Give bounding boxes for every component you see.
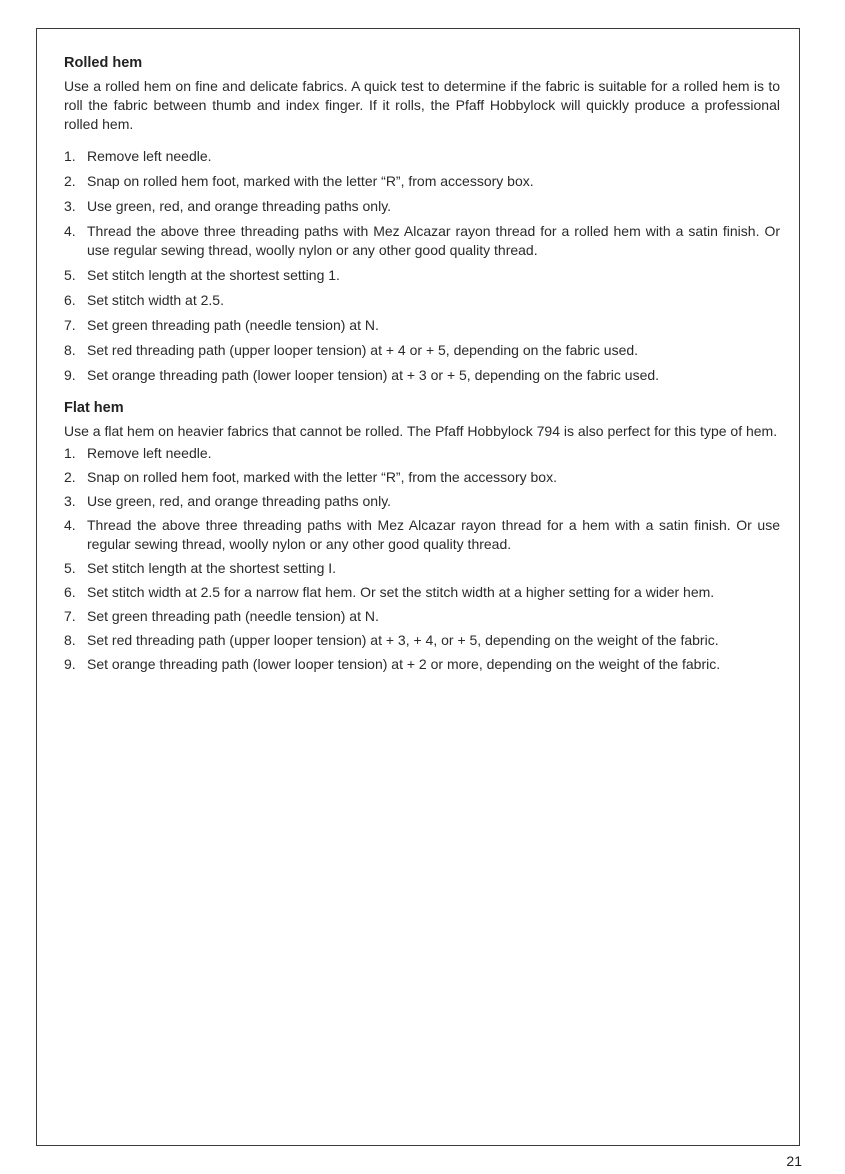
list-item: [64, 316, 780, 335]
steps-list: [64, 147, 780, 385]
list-item: [64, 516, 780, 554]
section-intro: Use a flat hem on heavier fabrics that cannot be rolled. The Pfaff Hobbylock 794 is also perfect for this type of hem.: [64, 423, 778, 439]
list-item: [64, 559, 780, 578]
list-item: [64, 291, 780, 310]
section-heading: Rolled hem: [64, 55, 143, 71]
steps-list: [64, 444, 780, 674]
list-item: [64, 583, 780, 602]
step-text: Set red threading path (upper looper tension) at + 3, + 4, or + 5, depending on the weight of the fabric.: [87, 632, 719, 648]
page-number: 21: [786, 1153, 802, 1169]
step-number: 7.: [64, 608, 76, 624]
step-text: Remove left needle.: [87, 148, 212, 164]
step-number: 5.: [64, 267, 76, 283]
list-item: [64, 655, 780, 674]
step-number: 3.: [64, 493, 76, 509]
step-number: 8.: [64, 632, 76, 648]
step-text: Set green threading path (needle tension) at N.: [87, 608, 379, 624]
list-item: [64, 172, 780, 191]
list-item: [64, 222, 780, 260]
step-text: Use green, red, and orange threading paths only.: [87, 493, 392, 509]
step-number: 9.: [64, 367, 76, 383]
step-text: Set red threading path (upper looper tension) at + 4 or + 5, depending on the fabric used.: [87, 342, 639, 358]
step-number: 3.: [64, 198, 76, 214]
section-heading: Flat hem: [64, 400, 124, 416]
step-text: Set stitch width at 2.5.: [87, 292, 224, 308]
page-content: [64, 54, 780, 679]
rolled-hem-section: [64, 54, 780, 385]
flat-hem-section: [64, 399, 780, 674]
list-item: [64, 147, 780, 166]
step-number: 1.: [64, 445, 76, 461]
step-number: 4.: [64, 223, 76, 239]
step-number: 2.: [64, 173, 76, 189]
list-item: [64, 266, 780, 285]
list-item: [64, 607, 780, 626]
step-number: 6.: [64, 292, 76, 308]
step-text: Thread the above three threading paths with Mez Alcazar rayon thread for a hem with a satin finish. Or use regular sewing thread, woolly nylon or any other good quality thread.: [87, 517, 780, 552]
section-intro: Use a rolled hem on fine and delicate fabrics. A quick test to determine if the fabric is suitable for a rolled hem is to roll the fabric between thumb and index finger. If it rolls, the Pfaff Hobbylock will quickly produce a professional rolled hem.: [64, 78, 780, 132]
step-number: 9.: [64, 656, 76, 672]
step-number: 2.: [64, 469, 76, 485]
step-text: Use green, red, and orange threading paths only.: [87, 198, 392, 214]
list-item: [64, 341, 780, 360]
step-number: 6.: [64, 584, 76, 600]
step-text: Set green threading path (needle tension) at N.: [87, 317, 379, 333]
step-text: Set stitch length at the shortest setting 1.: [87, 267, 340, 283]
step-text: Snap on rolled hem foot, marked with the letter “R”, from accessory box.: [87, 173, 534, 189]
step-text: Set orange threading path (lower looper tension) at + 3 or + 5, depending on the fabric used.: [87, 367, 660, 383]
step-text: Set stitch length at the shortest setting I.: [87, 560, 337, 576]
list-item: [64, 468, 780, 487]
list-item: [64, 631, 780, 650]
step-number: 7.: [64, 317, 76, 333]
step-number: 4.: [64, 517, 76, 533]
step-text: Set stitch width at 2.5 for a narrow flat hem. Or set the stitch width at a higher setting for a wider hem.: [87, 584, 715, 600]
step-number: 8.: [64, 342, 76, 358]
step-text: Set orange threading path (lower looper tension) at + 2 or more, depending on the weight of the fabric.: [87, 656, 721, 672]
step-number: 1.: [64, 148, 76, 164]
step-text: Thread the above three threading paths with Mez Alcazar rayon thread for a rolled hem with a satin finish. Or use regular sewing thread, woolly nylon or any other good quality thread.: [87, 223, 780, 258]
step-number: 5.: [64, 560, 76, 576]
list-item: [64, 197, 780, 216]
list-item: [64, 492, 780, 511]
list-item: [64, 366, 780, 385]
step-text: Snap on rolled hem foot, marked with the letter “R”, from the accessory box.: [87, 469, 557, 485]
step-text: Remove left needle.: [87, 445, 212, 461]
list-item: [64, 444, 780, 463]
